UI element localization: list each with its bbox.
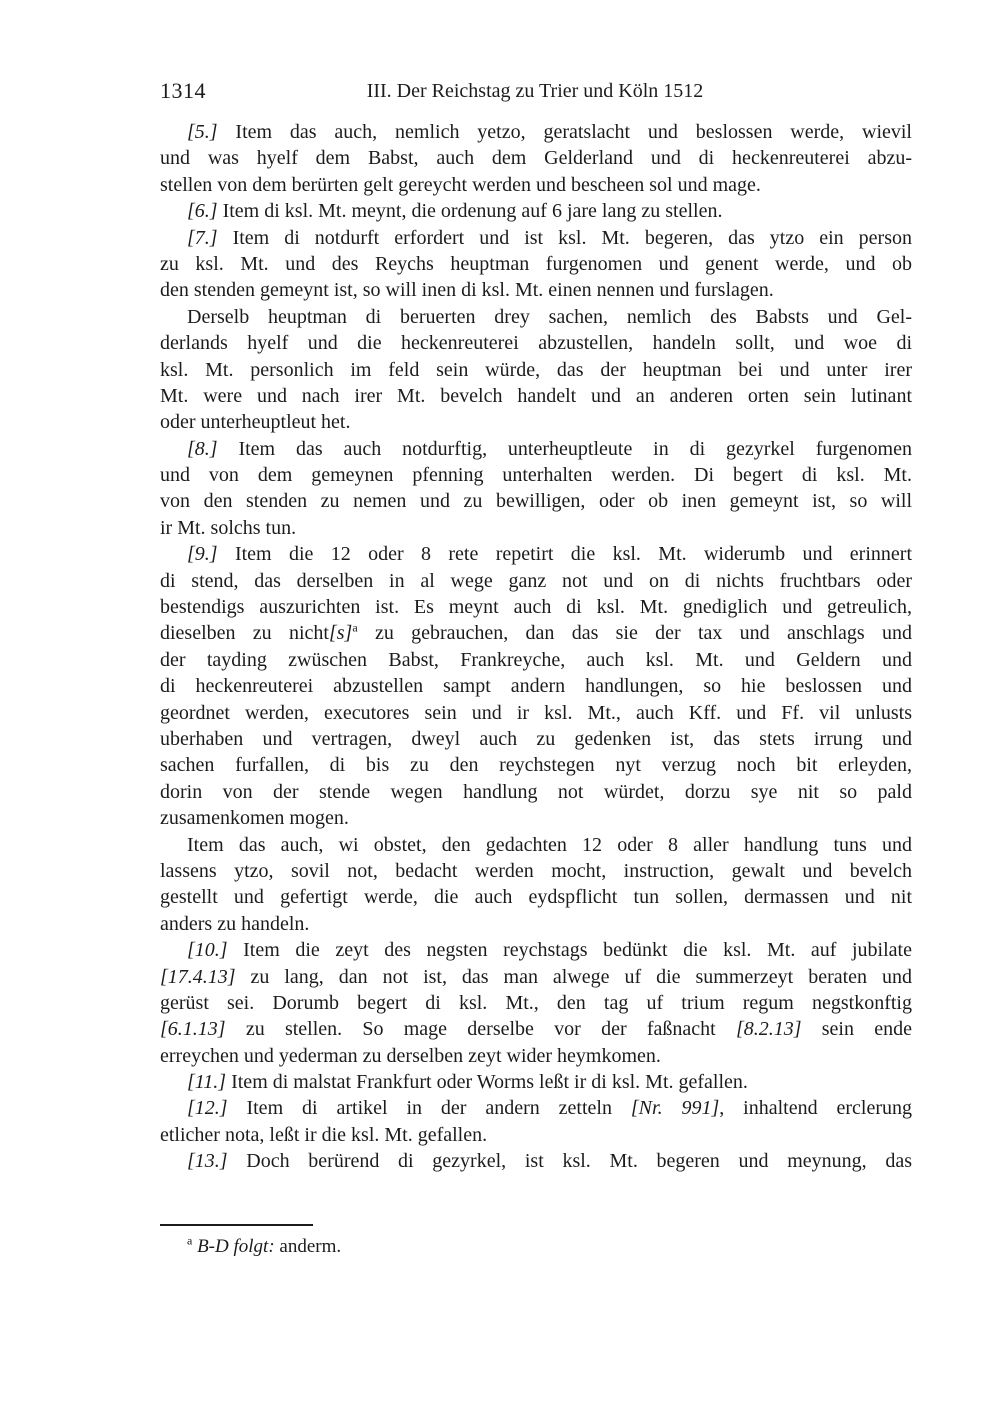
text-segment: ksl. Mt. personlich im feld sein würde, das der heuptman bei und unter irer bbox=[160, 358, 912, 381]
text-line bbox=[160, 172, 912, 198]
text-line bbox=[160, 462, 912, 488]
text-line bbox=[160, 964, 912, 990]
text-line bbox=[160, 805, 912, 831]
text-segment: von den stenden zu nemen und zu bewilligen, oder ob inen gemeynt ist, so will bbox=[160, 490, 912, 513]
text-segment: Item das auch notdurftig, unterheuptleute in di gezyrkel furgenomen bbox=[238, 437, 912, 460]
text-segment: di stend, das derselben in al wege ganz not und on di nichts fruchtbars oder bbox=[160, 569, 912, 592]
italic-text-segment: [17.4.13] bbox=[160, 965, 236, 988]
text-line bbox=[160, 1016, 912, 1042]
text-segment: Item das auch, wi obstet, den gedachten 12 oder 8 aller handlung tuns und bbox=[187, 833, 912, 856]
text-segment: Item di artikel in der andern zetteln bbox=[246, 1097, 631, 1120]
italic-text-segment: [6.1.13] bbox=[160, 1018, 226, 1041]
italic-text-segment: [13.] bbox=[187, 1150, 247, 1173]
italic-text-segment: [8.2.13] bbox=[735, 1018, 802, 1041]
text-line bbox=[160, 330, 912, 356]
text-line bbox=[160, 911, 912, 937]
text-line bbox=[160, 673, 912, 699]
italic-text-segment: [5.] bbox=[187, 121, 236, 143]
text-segment: ir Mt. solchs tun. bbox=[160, 516, 297, 539]
text-segment: etlicher nota, leßt ir die ksl. Mt. gefallen. bbox=[160, 1123, 488, 1146]
footnote bbox=[160, 1234, 912, 1259]
text-line bbox=[160, 647, 912, 673]
text-line bbox=[160, 884, 912, 910]
text-segment: dorin von der stende wegen handlung not würdet, dorzu sye nit so pald bbox=[160, 780, 912, 803]
text-segment: zu lang, dan not ist, das man alwege uf die summerzeyt beraten und bbox=[235, 965, 912, 988]
text-segment: stellen von dem berürten gelt gereycht werden und bescheen sol und mage. bbox=[160, 173, 761, 196]
text-segment: zu stellen. So mage derselbe vor der faßnacht bbox=[225, 1018, 736, 1041]
text-segment: Doch berürend di gezyrkel, ist ksl. Mt. begeren und meynung, das bbox=[246, 1150, 912, 1173]
italic-text-segment: [7.] bbox=[187, 226, 233, 249]
text-line bbox=[160, 357, 912, 383]
text-segment: bestendigs auszurichten ist. Es meynt auch di ksl. Mt. gnediglich und getreulich, bbox=[160, 596, 912, 619]
text-line bbox=[160, 990, 912, 1016]
text-segment: Item di ksl. Mt. meynt, die ordenung auf 6 jare lang zu stellen. bbox=[222, 200, 723, 223]
text-line bbox=[160, 594, 912, 620]
body-text bbox=[160, 119, 912, 1175]
text-segment: zusamenkomen mogen. bbox=[160, 807, 349, 830]
text-segment: und von dem gemeynen pfenning unterhalten werden. Di begert di ksl. Mt. bbox=[160, 464, 912, 487]
italic-text-segment: [6.] bbox=[187, 200, 223, 223]
text-segment: geordnet werden, executores sein und ir ksl. Mt., auch Kff. und Ff. vil unlusts bbox=[160, 701, 912, 724]
text-segment: lassens ytzo, sovil not, bedacht werden mocht, instruction, gewalt und bevelch bbox=[160, 859, 912, 882]
text-segment: sein ende bbox=[801, 1018, 912, 1041]
text-segment: Item di malstat Frankfurt oder Worms leßt ir di ksl. Mt. gefallen. bbox=[231, 1071, 748, 1094]
text-segment: Derselb heuptman di beruerten drey sachen, nemlich des Babsts und Gel- bbox=[187, 305, 912, 328]
text-segment: sachen furfallen, di bis zu den reychstegen nyt verzug noch bit erleyden, bbox=[160, 754, 912, 777]
italic-text-segment: [s] bbox=[328, 622, 353, 645]
text-line bbox=[160, 145, 912, 171]
text-line bbox=[160, 620, 912, 646]
text-segment: Item die zeyt des negsten reychstags bedünkt die ksl. Mt. auf jubilate bbox=[243, 939, 912, 962]
text-line bbox=[160, 488, 912, 514]
text-segment: der tayding zwüschen Babst, Frankreyche, auch ksl. Mt. und Geldern und bbox=[160, 648, 912, 671]
text-segment: gestellt und gefertigt werde, die auch eydspflicht tun sollen, dermassen und nit bbox=[160, 886, 912, 909]
text-line bbox=[160, 1148, 912, 1174]
text-segment: anders zu handeln. bbox=[160, 912, 310, 935]
text-line bbox=[160, 515, 912, 541]
text-segment: uberhaben und vertragen, dweyl auch zu gedenken ist, das stets irrung und bbox=[160, 727, 912, 750]
text-segment: zu ksl. Mt. und des Reychs heuptman furgenomen und genent werde, und ob bbox=[160, 252, 912, 275]
text-segment: erreychen und yederman zu derselben zeyt wider heymkomen. bbox=[160, 1044, 661, 1067]
text-segment: , inhaltend erclerung bbox=[719, 1097, 912, 1120]
text-segment: di heckenreuterei abzustellen sampt andern handlungen, so hie beslossen und bbox=[160, 675, 912, 698]
italic-text-segment: [Nr. 991] bbox=[630, 1097, 720, 1120]
text-segment: dieselben zu nicht bbox=[160, 622, 329, 645]
text-line bbox=[160, 832, 912, 858]
text-segment: Item die 12 oder 8 rete repetirt die ksl. Mt. widerumb und erinnert bbox=[234, 543, 912, 566]
text-segment: und was hyelf dem Babst, auch dem Gelderland und di heckenreuterei abzu- bbox=[160, 147, 912, 170]
text-line bbox=[160, 1122, 912, 1148]
text-line bbox=[160, 277, 912, 303]
text-segment: derlands hyelf und die heckenreuterei abzustellen, handeln sollt, und woe di bbox=[160, 332, 912, 355]
text-line bbox=[160, 436, 912, 462]
text-line bbox=[160, 304, 912, 330]
text-segment: zu gebrauchen, dan das sie der tax und anschlags und bbox=[357, 622, 912, 645]
italic-text-segment: [8.] bbox=[187, 437, 239, 460]
text-segment: Mt. were und nach irer Mt. bevelch handelt und an anderen orten sein lutinant bbox=[160, 384, 912, 407]
text-line bbox=[160, 752, 912, 778]
text-line bbox=[160, 251, 912, 277]
text-line bbox=[160, 1069, 912, 1095]
text-line bbox=[160, 541, 912, 567]
running-header: III. Der Reichstag zu Trier und Köln 1512 bbox=[366, 80, 704, 102]
text-segment: Item das auch, nemlich yetzo, geratslacht und beslossen werde, wievil bbox=[235, 121, 912, 143]
italic-text-segment: B-D folgt: bbox=[197, 1236, 275, 1257]
text-line bbox=[160, 858, 912, 884]
text-segment: anderm. bbox=[274, 1236, 342, 1257]
text-line bbox=[160, 779, 912, 805]
text-line bbox=[160, 700, 912, 726]
italic-text-segment: [10.] bbox=[187, 939, 244, 962]
footnote-rule bbox=[160, 1224, 313, 1226]
text-line bbox=[160, 568, 912, 594]
italic-text-segment: [12.] bbox=[187, 1097, 247, 1120]
page-number: 1314 bbox=[160, 78, 206, 103]
footnote-marker: a bbox=[352, 620, 358, 635]
text-segment: Item di notdurft erfordert und ist ksl. Mt. begeren, das ytzo ein person bbox=[232, 226, 912, 249]
footnote-marker: a bbox=[187, 1233, 193, 1248]
text-line bbox=[160, 937, 912, 963]
text-line bbox=[160, 1043, 912, 1069]
text-line bbox=[160, 198, 912, 224]
text-line bbox=[160, 119, 912, 145]
text-segment: gerüst sei. Dorumb begert di ksl. Mt., den tag uf trium regum negstkonftig bbox=[160, 991, 912, 1014]
italic-text-segment: [9.] bbox=[187, 543, 235, 566]
text-line bbox=[160, 726, 912, 752]
italic-text-segment: [11.] bbox=[187, 1071, 232, 1094]
text-segment: oder unterheuptleut het. bbox=[160, 411, 351, 434]
text-line bbox=[160, 409, 912, 435]
text-line bbox=[160, 383, 912, 409]
text-line bbox=[160, 225, 912, 251]
text-line bbox=[160, 1095, 912, 1121]
text-segment: den stenden gemeynt ist, so will inen di ksl. Mt. einen nennen und furslagen. bbox=[160, 279, 774, 302]
